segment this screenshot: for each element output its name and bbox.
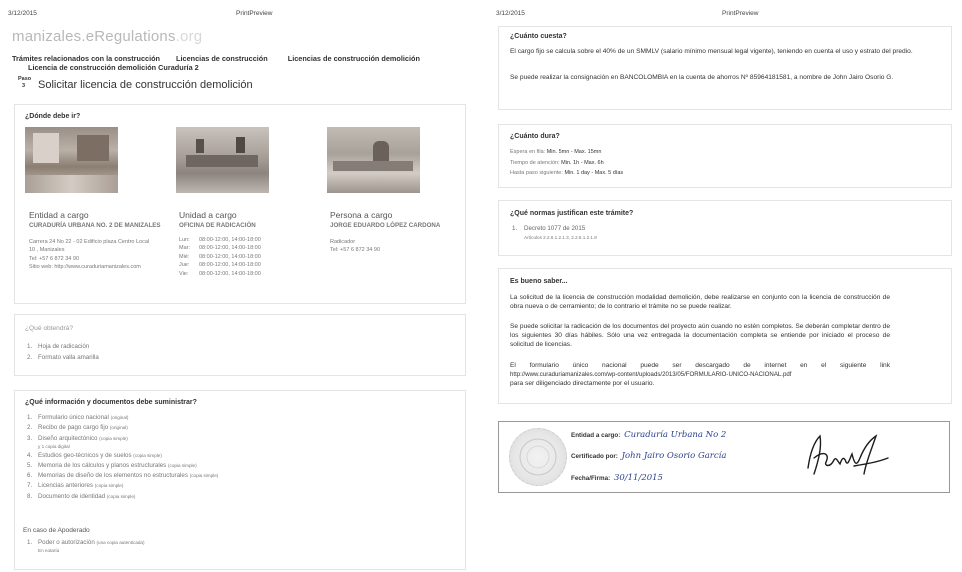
list-item: 5. Memoria de los cálculos y planos estructurales (copia simple)	[27, 461, 197, 469]
certification-box	[498, 421, 950, 493]
persona-role: Radicador	[330, 238, 356, 245]
cost-paragraph-2: Se puede realizar la consignación en BANCOLOMBIA en la cuenta de ahorros Nº 85964181581, a nombre de John Jairo Osorio G.	[510, 74, 894, 81]
list-item: 4. Estudios geo-técnicos y de suelos (copia simple)	[27, 451, 162, 459]
entidad-tel: Tel: +57 6 872 34 90	[29, 255, 79, 262]
handwritten-signature	[794, 428, 894, 484]
certified-seal	[509, 428, 567, 486]
form-download-link[interactable]: http://www.curaduriamanizales.com/wp-content/uploads/2013/05/FORMULARIO-UNICO-NACIONAL.pdf	[510, 371, 792, 378]
good-to-know-title: Es bueno saber...	[510, 278, 568, 285]
entidad-heading: Entidad a cargo	[29, 210, 89, 220]
norms-item: 1. Decreto 1077 de 2015	[512, 225, 586, 232]
breadcrumb	[12, 54, 420, 63]
documents-section	[14, 390, 466, 570]
list-item: 1. Hoja de radicación	[27, 343, 90, 350]
unidad-name: OFICINA DE RADICACIÓN	[179, 222, 256, 229]
obtain-title: ¿Qué obtendrá?	[25, 325, 74, 332]
norms-section	[498, 200, 952, 256]
step-title: Solicitar licencia de construcción demolición	[38, 79, 253, 91]
entidad-address: Carrera 24 No 22 - 02 Edificio plaza Centro Local	[29, 238, 150, 245]
print-preview-label: PrintPreview	[722, 10, 759, 17]
breadcrumb-licencias[interactable]: Licencias de construcción	[176, 54, 268, 63]
site-logo[interactable]	[12, 28, 202, 45]
cost-paragraph-1: El cargo fijo se calcula sobre el 40% de un SMMLV (salario mínimo mensual legal vigente), teniendo en cuenta el uso y estrato del predio.	[510, 48, 913, 55]
list-item: 2. Recibo de pago cargo fijo (original)	[27, 424, 128, 432]
schedule-row: Mié: 08:00-12:00, 14:00-18:00	[179, 253, 261, 260]
step-number: 3	[22, 83, 26, 89]
good-paragraph-3: El formulario único nacional puede ser descargado de internet en el siguiente link	[510, 362, 890, 369]
list-item: 6. Memorias de diseño de los elementos no estructurales (copia simple)	[27, 472, 219, 480]
duration-section	[498, 124, 952, 188]
apoderado-title: En caso de Apoderado	[23, 527, 90, 534]
list-item: 7. Licencias anteriores (copia simple)	[27, 482, 124, 490]
persona-tel: Tel: +57 6 872 34 90	[330, 247, 380, 253]
print-date: 3/12/2015	[8, 10, 37, 17]
duration-title: ¿Cuánto dura?	[510, 133, 560, 140]
entidad-web[interactable]: Sitio web: http://www.curaduriamanizales.com	[29, 264, 141, 270]
schedule-row: Vie: 08:00-12:00, 14:00-18:00	[179, 270, 261, 277]
print-date: 3/12/2015	[496, 10, 525, 17]
persona-column	[330, 210, 450, 255]
list-item: 1. Poder o autorización (una copia autenticada) En notaría	[27, 539, 145, 553]
breadcrumb-demolicion[interactable]: Licencias de construcción demolición	[287, 54, 420, 63]
schedule-row: Lun: 08:00-12:00, 14:00-18:00	[179, 236, 261, 243]
entidad-name: CURADURÍA URBANA NO. 2 DE MANIZALES	[29, 222, 161, 229]
unidad-column	[179, 210, 311, 278]
where-section	[14, 104, 466, 304]
good-to-know-section	[498, 268, 952, 404]
entidad-photo	[25, 127, 118, 193]
obtain-list	[25, 341, 99, 363]
documents-title: ¿Qué información y documentos debe suministrar?	[25, 399, 197, 406]
schedule-row: Mar: 08:00-12:00, 14:00-18:00	[179, 245, 261, 252]
entidad-city: 10 , Manizales	[29, 247, 65, 253]
cert-date-value: 30/11/2015	[613, 473, 663, 483]
right-page	[486, 0, 962, 572]
list-item: 3. Diseño arquitectónico (copia simple) y 1 copia digital	[27, 434, 128, 449]
cost-section	[498, 26, 952, 110]
cert-certified-row: Certificado por: John Jairo Osorio García	[571, 451, 727, 461]
good-paragraph-4: para ser diligenciado directamente por el usuario.	[510, 380, 655, 387]
schedule-row: Jue: 08:00-12:00, 14:00-18:00	[179, 262, 261, 269]
breadcrumb-curaduria[interactable]: Licencia de construcción demolición Curaduría 2	[28, 63, 199, 72]
persona-photo	[327, 127, 420, 193]
step-label: Paso	[18, 76, 32, 82]
good-paragraph-2: Se puede solicitar la radicación de los documentos del proyecto aún cuando no estén completos. Se deberán completar dentro de los siguientes 30 días hábiles. Sólo una vez entregada la documentación completa se entiende por iniciado el proceso de solicitud de licencias.	[510, 323, 890, 348]
logo-suffix: .org	[175, 28, 203, 45]
left-page	[0, 0, 478, 572]
persona-heading: Persona a cargo	[330, 210, 393, 220]
duration-row: Espera en fila: Min. 5mn - Max. 15mn	[510, 149, 602, 155]
cert-entidad-value: Curaduría Urbana No 2	[624, 430, 727, 440]
cert-date-row: Fecha/Firma: 30/11/2015	[571, 473, 663, 483]
where-title: ¿Dónde debe ir?	[25, 113, 81, 120]
unidad-schedule	[179, 236, 311, 279]
list-item: 2. Formato valla amarilla	[27, 354, 99, 361]
breadcrumb-related[interactable]: Trámites relacionados con la construcción	[12, 54, 161, 63]
obtain-section	[14, 314, 466, 376]
unidad-heading: Unidad a cargo	[179, 210, 237, 220]
cert-certified-value: John Jairo Osorio García	[621, 451, 727, 461]
unidad-photo	[176, 127, 269, 193]
cert-entidad-row: Entidad a cargo: Curaduría Urbana No 2	[571, 430, 727, 440]
cost-title: ¿Cuánto cuesta?	[510, 33, 567, 40]
entidad-column	[29, 210, 161, 272]
list-item: 8. Documento de identidad (copia simple)	[27, 492, 136, 500]
good-paragraph-1: La solicitud de la licencia de construcción modalidad demolición, debe realizarse en conjunto con la licencia de construcción de obra nueva o de cerramiento; de lo contrario el trámite no se puede realizar.	[510, 294, 890, 310]
persona-name: JORGE EDUARDO LÓPEZ CARDONA	[330, 222, 441, 229]
list-item: 1. Formulario único nacional (original)	[27, 414, 129, 421]
norms-articles: Artículos 2.2.6.1.2.1.3, 2.2.6.1.2.1.8	[524, 235, 597, 240]
duration-row: Tiempo de atención: Min. 1h - Max. 6h	[510, 159, 604, 166]
apoderado-list	[25, 539, 145, 555]
norms-title: ¿Qué normas justifican este trámite?	[510, 210, 634, 217]
documents-list	[25, 413, 218, 502]
logo-main: manizales.eRegulations	[12, 28, 176, 45]
duration-rows	[510, 147, 623, 179]
duration-row: Hasta paso siguiente: Min. 1 day - Max. 5 días	[510, 170, 624, 176]
print-preview-label: PrintPreview	[236, 10, 273, 17]
